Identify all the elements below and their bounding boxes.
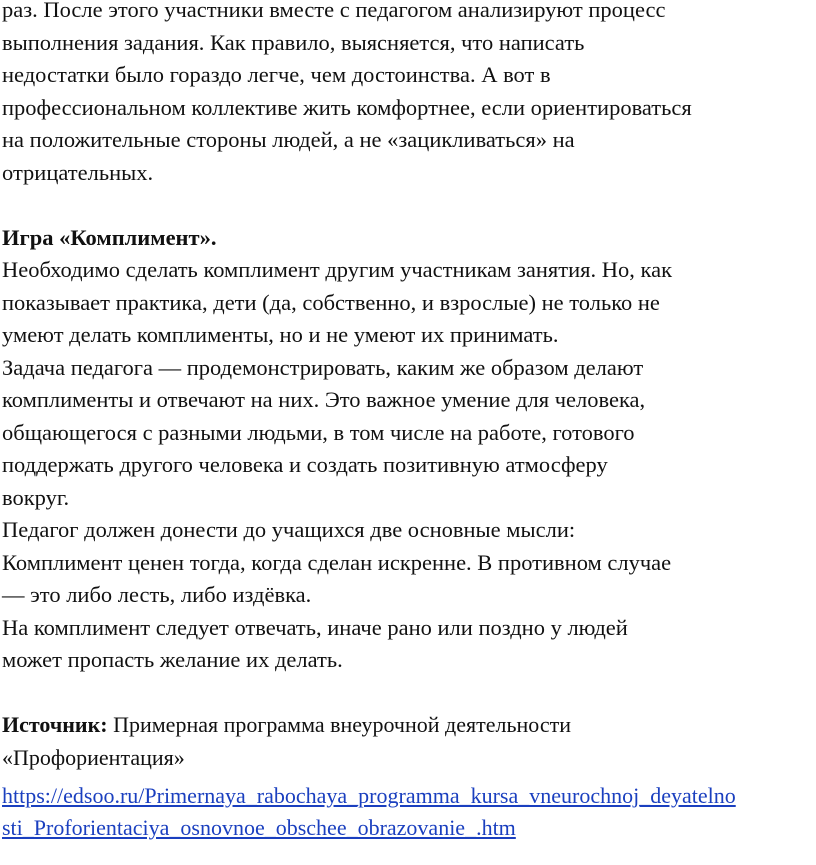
source-text-continued: «Профориентация» (2, 744, 185, 770)
game-line: поддержать другого человека и создать позитивную атмосферу (2, 452, 608, 477)
game-line: умеют делать комплименты, но и не умеют их принимать. (2, 322, 559, 347)
intro-paragraph (2, 0, 816, 189)
game-line: Комплимент ценен тогда, когда сделан искренне. В противном случае (2, 549, 672, 575)
game-line: показывает практика, дети (да, собственно, и взрослые) не только не (2, 289, 660, 315)
intro-line: отрицательных. (2, 159, 154, 185)
game-line: может пропасть желание их делать. (2, 647, 343, 672)
paragraph-gap (2, 189, 816, 222)
game-line: На комплимент следует отвечать, иначе рано или поздно у людей (2, 614, 628, 640)
game-section (2, 222, 816, 677)
source-link-line[interactable]: https://edsoo.ru/Primernaya_rabochaya_programma_kursa_vneurochnoj_deyatelno (2, 783, 736, 808)
paragraph-gap (2, 677, 816, 710)
game-line: Необходимо сделать комплимент другим участникам занятия. Но, как (2, 257, 673, 282)
intro-line: на положительные стороны людей, а не «зацикливаться» на (2, 127, 575, 152)
game-line: вокруг. (2, 484, 70, 510)
source-link-line[interactable]: sti_Proforientaciya_osnovnoe_obschee_obrazovanie_.htm (2, 815, 516, 840)
intro-line: профессиональном коллективе жить комфортнее, если ориентироваться (2, 94, 692, 120)
game-line: — это либо лесть, либо издёвка. (2, 582, 312, 607)
intro-line: выполнения задания. Как правило, выясняется, что написать (2, 29, 585, 55)
section-heading: Игра «Комплимент». (2, 224, 217, 250)
source-label: Источник: (2, 712, 108, 737)
game-line: Задача педагога — продемонстрировать, каким же образом делают (2, 354, 644, 380)
game-line: общающегося с разными людьми, в том числе на работе, готового (2, 419, 635, 445)
intro-line: недостатки было гораздо легче, чем достоинства. А вот в (2, 62, 551, 87)
source-text: Примерная программа внеурочной деятельности (107, 712, 571, 737)
source-line (2, 709, 816, 742)
game-line: комплименты и отвечают на них. Это важное умение для человека, (2, 387, 646, 412)
game-line: Педагог должен донести до учащихся две основные мысли: (2, 517, 576, 542)
intro-line: раз. После этого участники вместе с педагогом анализируют процесс (2, 0, 666, 22)
source-link[interactable] (2, 780, 816, 844)
source-section (2, 709, 816, 844)
